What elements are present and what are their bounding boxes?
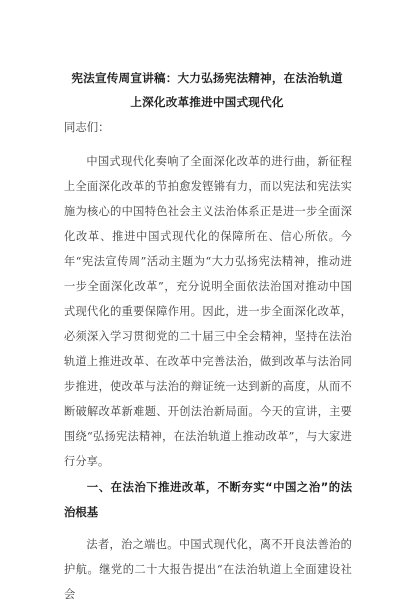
- body-paragraph: 中国式现代化奏响了全面深化改革的进行曲，新征程上全面深化改革的节拍愈发铿锵有力，而以宪法和宪法实施为核心的中国特色社会主义法治体系正是进一步全面深化改革、推进中国式现代化的保障所在、信心所依。今年“宪法宣传周”活动主题为“大力弘扬宪法精神，推动进一步全面深化改革”，充分说明全面依法治国对推动中国式现代化的重要保障作用。因此，进一步全面深化改革，必须深入学习贯彻党的二十届三中全会精神，坚持在法治轨道上推进改革、在改革中完善法治，做到改革与法治同步推进，使改革与法治的辩证统一达到新的高度，从而不断破解改革新难题、开创法治新局面。今天的宣讲，主要围绕“弘扬宪法精神，在法治轨道上推动改革”，与大家进行分享。: [64, 155, 352, 468]
- document-title: 宪法宣传周宣讲稿：大力弘扬宪法精神，在法治轨道上深化改革推进中国式现代化: [71, 71, 343, 109]
- salutation: 同志们：: [64, 120, 110, 134]
- section-paragraph: 法者，治之端也。中国式现代化，离不开良法善治的护航。继党的二十大报告提出“在法治轨道上全面建设社会: [64, 538, 352, 601]
- section-heading: 一、在法治下推进改革，不断夯实“中国之治”的法治根基: [64, 480, 352, 519]
